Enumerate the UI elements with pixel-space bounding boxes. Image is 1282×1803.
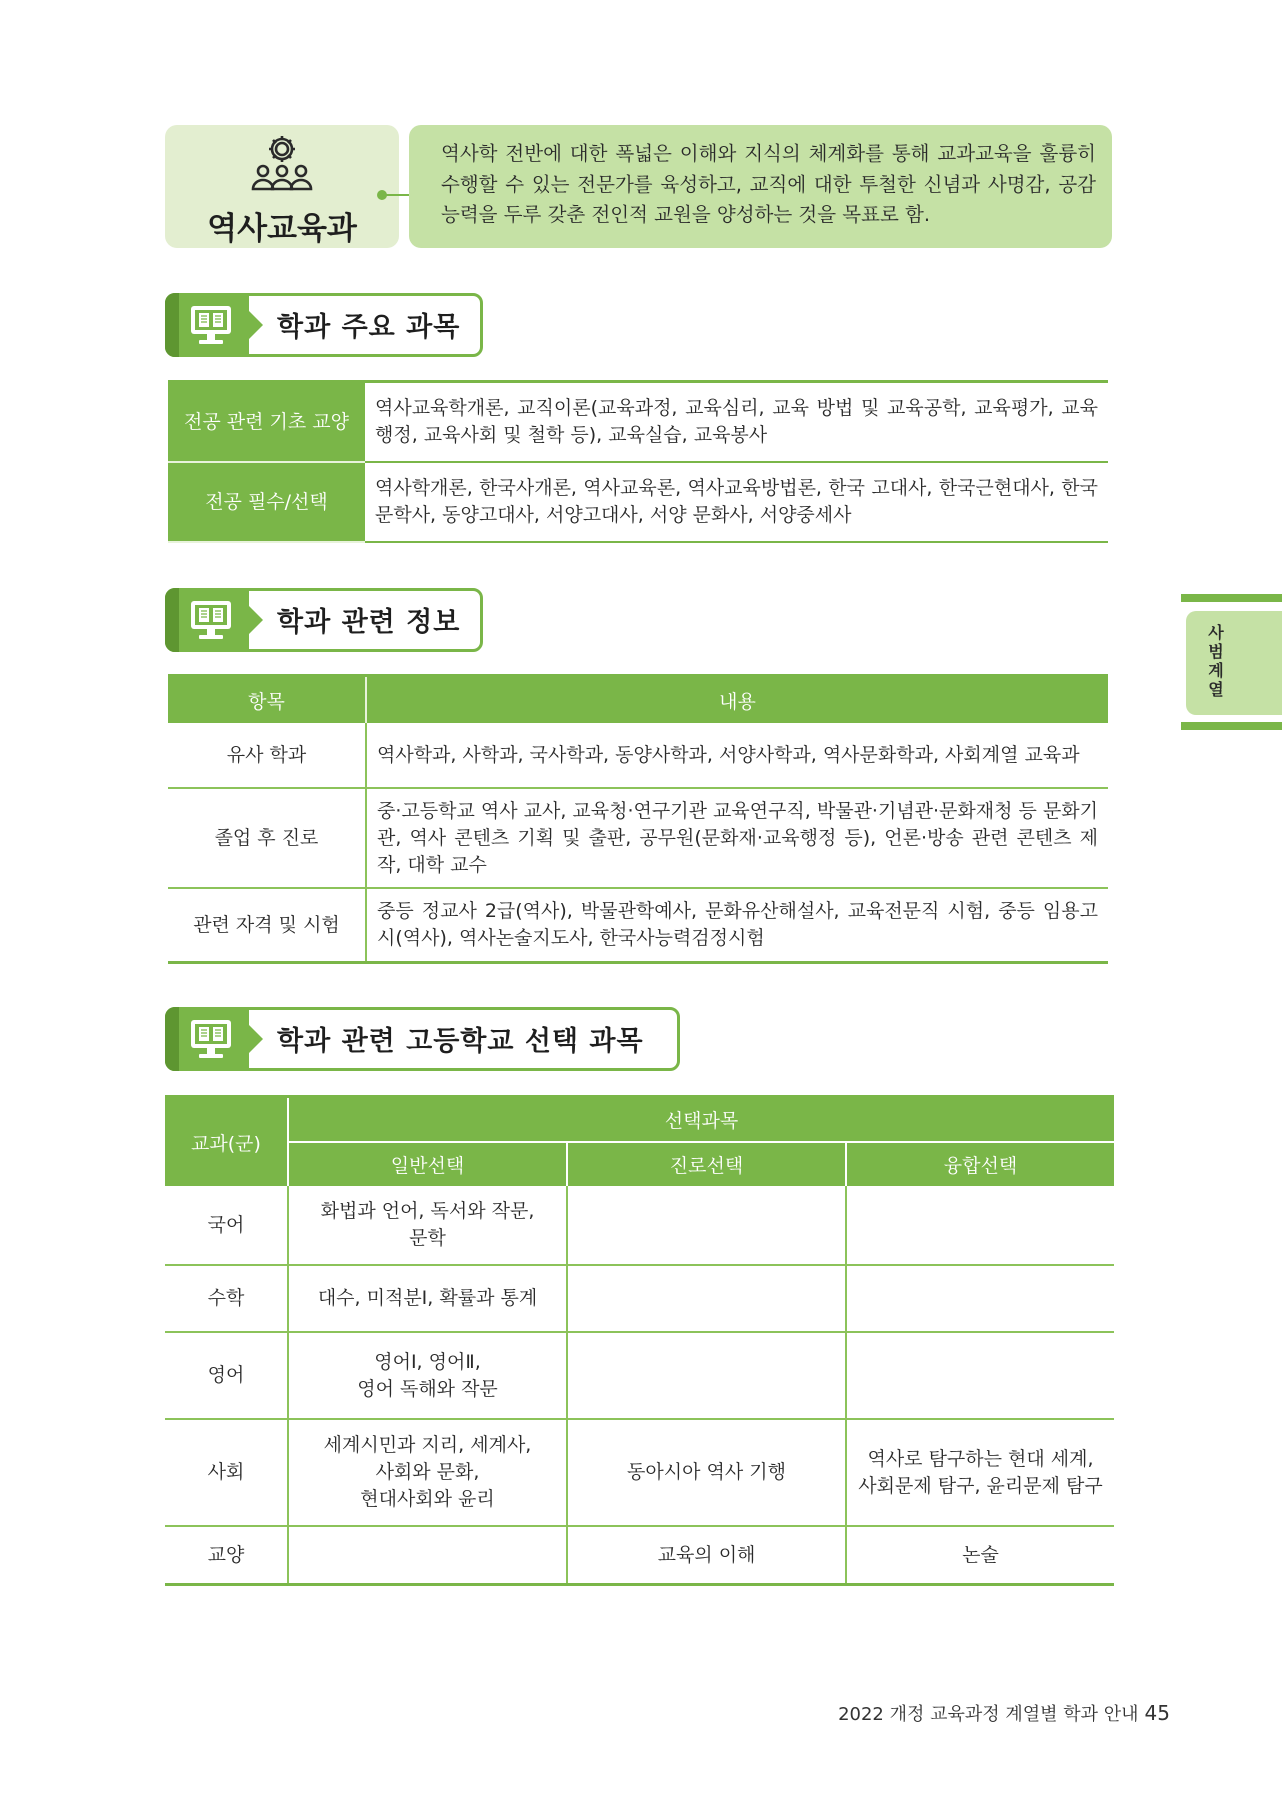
general-subjects: [288, 1526, 567, 1585]
row-value: 중·고등학교 역사 교사, 교육청·연구기관 교육연구직, 박물관·기념관·문화재청 등 문화기관, 역사 콘텐츠 기획 및 출판, 공무원(문화재·교육행정 등), 언론·방송 관련 콘텐츠 제작, 대학 교수: [366, 788, 1108, 888]
fusion-subjects: [846, 1265, 1114, 1332]
footer-text: 2022 개정 교육과정 계열별 학과 안내: [838, 1704, 1139, 1725]
side-tab-label: 사 범 계 열: [1208, 623, 1224, 699]
row-label: 관련 자격 및 시험: [168, 888, 366, 963]
table-subheader-row: [165, 1142, 1114, 1186]
career-subjects: 교육의 이해: [567, 1526, 846, 1585]
row-value: 역사학과, 사학과, 국사학과, 동양사학과, 서양사학과, 역사문화학과, 사회계열 교육과: [366, 723, 1108, 788]
monitor-book-icon: [187, 598, 235, 642]
table-row: [165, 1186, 1114, 1265]
department-card: [165, 125, 399, 248]
people-gear-icon: [165, 133, 399, 195]
fusion-subjects: 논술: [846, 1526, 1114, 1585]
monitor-book-icon: [187, 303, 235, 347]
department-description: 역사학 전반에 대한 폭넓은 이해와 지식의 체계화를 통해 교과교육을 훌륭히 수행할 수 있는 전문가를 육성하고, 교직에 대한 투철한 신념과 사명감, 공감 능력을 두루 갖춘 전인적 교원을 양성하는 것을 목표로 함.: [441, 142, 1096, 226]
column-header: 융합선택: [846, 1142, 1114, 1186]
general-subjects: 화법과 언어, 독서와 작문, 문학: [288, 1186, 567, 1265]
column-header: 일반선택: [288, 1142, 567, 1186]
table-header-row: [168, 676, 1108, 724]
row-label: 졸업 후 진로: [168, 788, 366, 888]
column-header: 내용: [366, 676, 1108, 724]
column-header: 진로선택: [567, 1142, 846, 1186]
monitor-book-icon: [187, 1017, 235, 1061]
section-header-related-info: [165, 588, 483, 652]
career-subjects: [567, 1265, 846, 1332]
subject-group: 수학: [165, 1265, 288, 1332]
table-row: [168, 462, 1108, 542]
section-header-major-subjects: [165, 293, 483, 357]
section-title: 학과 관련 고등학교 선택 과목: [277, 1026, 644, 1057]
table-row: [165, 1526, 1114, 1585]
table-row: [168, 788, 1108, 888]
table-row: [165, 1265, 1114, 1332]
department-name: 역사교육과: [207, 211, 357, 247]
department-description-box: [409, 125, 1112, 248]
subject-group: 교양: [165, 1526, 288, 1585]
fusion-subjects: [846, 1186, 1114, 1265]
major-subjects-table: [168, 380, 1108, 543]
career-subjects: [567, 1186, 846, 1265]
subject-group: 영어: [165, 1332, 288, 1419]
page-footer: [760, 1700, 1170, 1726]
career-subjects: [567, 1332, 846, 1419]
general-subjects: 대수, 미적분Ⅰ, 확률과 통계: [288, 1265, 567, 1332]
table-row: [168, 723, 1108, 788]
subject-group: 사회: [165, 1419, 288, 1526]
career-subjects: 동아시아 역사 기행: [567, 1419, 846, 1526]
row-label: 전공 필수/선택: [168, 462, 365, 542]
row-label: 유사 학과: [168, 723, 366, 788]
table-row: [165, 1419, 1114, 1526]
page-number: 45: [1144, 1701, 1170, 1725]
row-value: 중등 정교사 2급(역사), 박물관학예사, 문화유산해설사, 교육전문직 시험, 중등 임용고시(역사), 역사논술지도사, 한국사능력검정시험: [377, 900, 1098, 949]
related-info-table: [168, 674, 1108, 964]
section-title: 학과 관련 정보: [277, 607, 461, 638]
subject-group: 국어: [165, 1186, 288, 1265]
section-header-hs-subjects: [165, 1007, 680, 1071]
row-value: 역사학개론, 한국사개론, 역사교육론, 역사교육방법론, 한국 고대사, 한국근현대사, 한국문학사, 동양고대사, 서양고대사, 서양 문화사, 서양중세사: [365, 462, 1108, 542]
fusion-subjects: [846, 1332, 1114, 1419]
table-row: [168, 382, 1108, 463]
column-header-group: 교과(군): [165, 1097, 288, 1187]
general-subjects: 영어Ⅰ, 영어Ⅱ, 영어 독해와 작문: [288, 1332, 567, 1419]
side-tab-bar-top: [1181, 594, 1282, 602]
side-tab: [1186, 611, 1282, 715]
section-title: 학과 주요 과목: [277, 312, 461, 343]
fusion-subjects: 역사로 탐구하는 현대 세계, 사회문제 탐구, 윤리문제 탐구: [846, 1419, 1114, 1526]
row-value: 역사교육학개론, 교직이론(교육과정, 교육심리, 교육 방법 및 교육공학, 교육평가, 교육행정, 교육사회 및 철학 등), 교육실습, 교육봉사: [365, 382, 1108, 463]
side-tab-bar-bottom: [1181, 722, 1282, 730]
hs-subjects-table: [165, 1095, 1114, 1586]
column-header-select: 선택과목: [288, 1097, 1114, 1143]
table-row: [168, 888, 1108, 963]
row-label: 전공 관련 기초 교양: [168, 382, 365, 463]
general-subjects: 세계시민과 지리, 세계사, 사회와 문화, 현대사회와 윤리: [288, 1419, 567, 1526]
table-row: [165, 1332, 1114, 1419]
table-header-row: [165, 1097, 1114, 1143]
column-header: 항목: [168, 676, 366, 724]
